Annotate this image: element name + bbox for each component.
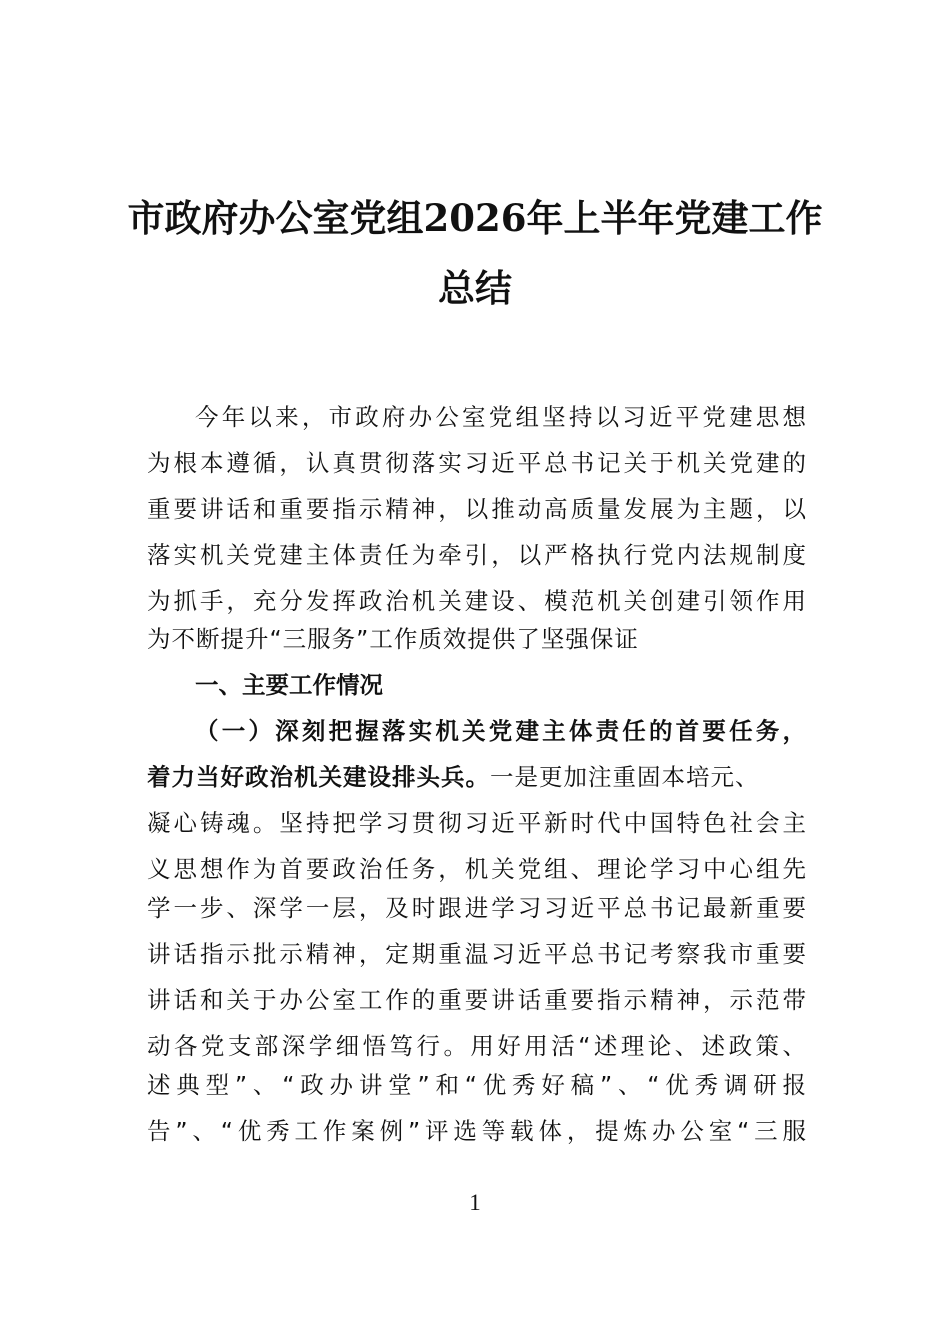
intro-line: 重要讲话和重要指示精神，以推动高质量发展为主题，以 <box>147 495 807 523</box>
intro-line: 为根本遵循，认真贯彻落实习近平总书记关于机关党建的 <box>147 449 807 477</box>
subsection-line-mixed <box>147 762 807 792</box>
subsection-line: 讲话和关于办公室工作的重要讲话重要指示精神，示范带 <box>147 986 807 1014</box>
subsection-line: 述典型”、“政办讲堂”和“优秀好稿”、“优秀调研报 <box>147 1071 807 1099</box>
subsection-heading-line: 着力当好政治机关建设排头兵。 <box>147 763 490 791</box>
subsection-line-rest: 一是更加注重固本培元、 <box>490 763 760 791</box>
intro-line: 落实机关党建主体责任为牵引，以严格执行党内法规制度 <box>147 541 807 569</box>
subsection-heading-line: （一）深刻把握落实机关党建主体责任的首要任务， <box>195 717 807 745</box>
subsection-line: 动各党支部深学细悟笃行。用好用活“述理论、述政策、 <box>147 1032 807 1060</box>
subsection-line: 凝心铸魂。坚持把学习贯彻习近平新时代中国特色社会主 <box>147 809 807 837</box>
page-number: 1 <box>469 1190 481 1215</box>
intro-line: 今年以来，市政府办公室党组坚持以习近平党建思想 <box>195 403 807 431</box>
document-title-line-2: 总结 <box>438 266 512 310</box>
subsection-line: 告”、“优秀工作案例”评选等载体，提炼办公室“三服 <box>147 1117 807 1145</box>
subsection-line: 义思想作为首要政治任务，机关党组、理论学习中心组先 <box>147 855 807 883</box>
document-title-line-1: 市政府办公室党组2026年上半年党建工作 <box>127 196 823 240</box>
subsection-line: 讲话指示批示精神，定期重温习近平总书记考察我市重要 <box>147 940 807 968</box>
subsection-line: 学一步、深学一层，及时跟进学习习近平总书记最新重要 <box>147 894 807 922</box>
section-heading: 一、主要工作情况 <box>195 671 383 699</box>
intro-line: 为抓手，充分发挥政治机关建设、模范机关创建引领作用 <box>147 587 807 615</box>
intro-line: 为不断提升“三服务”工作质效提供了坚强保证 <box>147 625 639 653</box>
